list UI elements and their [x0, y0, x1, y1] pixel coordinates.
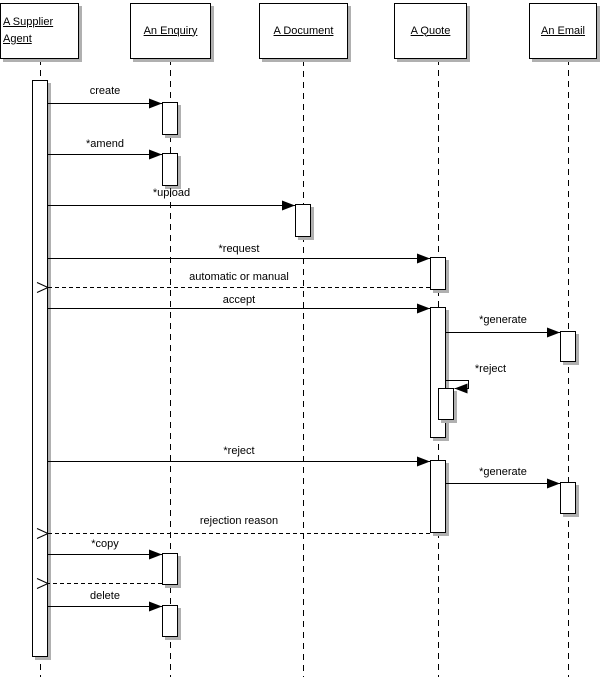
activation-enquiry-create [162, 102, 178, 135]
message-label-delete: delete [90, 590, 120, 602]
actor-document [259, 3, 348, 59]
actor-email [529, 3, 597, 59]
actor-label: A Document [273, 24, 334, 37]
activation-quote-self-reject [438, 388, 454, 420]
message-label-accept: accept [222, 294, 256, 306]
message-label-self-reject: *reject [474, 363, 507, 375]
message-label-upload: *upload [152, 187, 191, 199]
actor-supplier-agent [0, 3, 79, 59]
activation-enquiry-amend [162, 153, 178, 186]
message-label-amend: *amend [86, 138, 124, 150]
actor-label: An Enquiry [143, 24, 198, 37]
actor-enquiry [130, 3, 211, 59]
activation-quote-reject [430, 460, 446, 533]
activation-document-upload [295, 204, 311, 237]
actor-label: A Quote [410, 24, 451, 37]
actor-quote [394, 3, 467, 59]
message-label-copy: *copy [91, 538, 119, 550]
message-label-reject: *reject [223, 445, 255, 457]
activation-email-generate-1 [560, 331, 576, 362]
message-label-rejection-reason: rejection reason [199, 515, 279, 527]
activation-enquiry-copy [162, 553, 178, 585]
activation-enquiry-delete [162, 605, 178, 637]
activation-quote-request [430, 257, 446, 290]
actor-label: A Supplier Agent [3, 16, 54, 45]
message-label-create: create [89, 85, 121, 97]
activation-email-generate-2 [560, 482, 576, 514]
message-label-automatic-or-manual: automatic or manual [189, 271, 289, 283]
message-label-request: *request [218, 243, 260, 255]
actor-label: An Email [540, 24, 586, 37]
activation-supplier-agent [32, 80, 48, 657]
message-label-generate-2: *generate [479, 466, 527, 478]
message-label-generate-1: *generate [479, 314, 527, 326]
